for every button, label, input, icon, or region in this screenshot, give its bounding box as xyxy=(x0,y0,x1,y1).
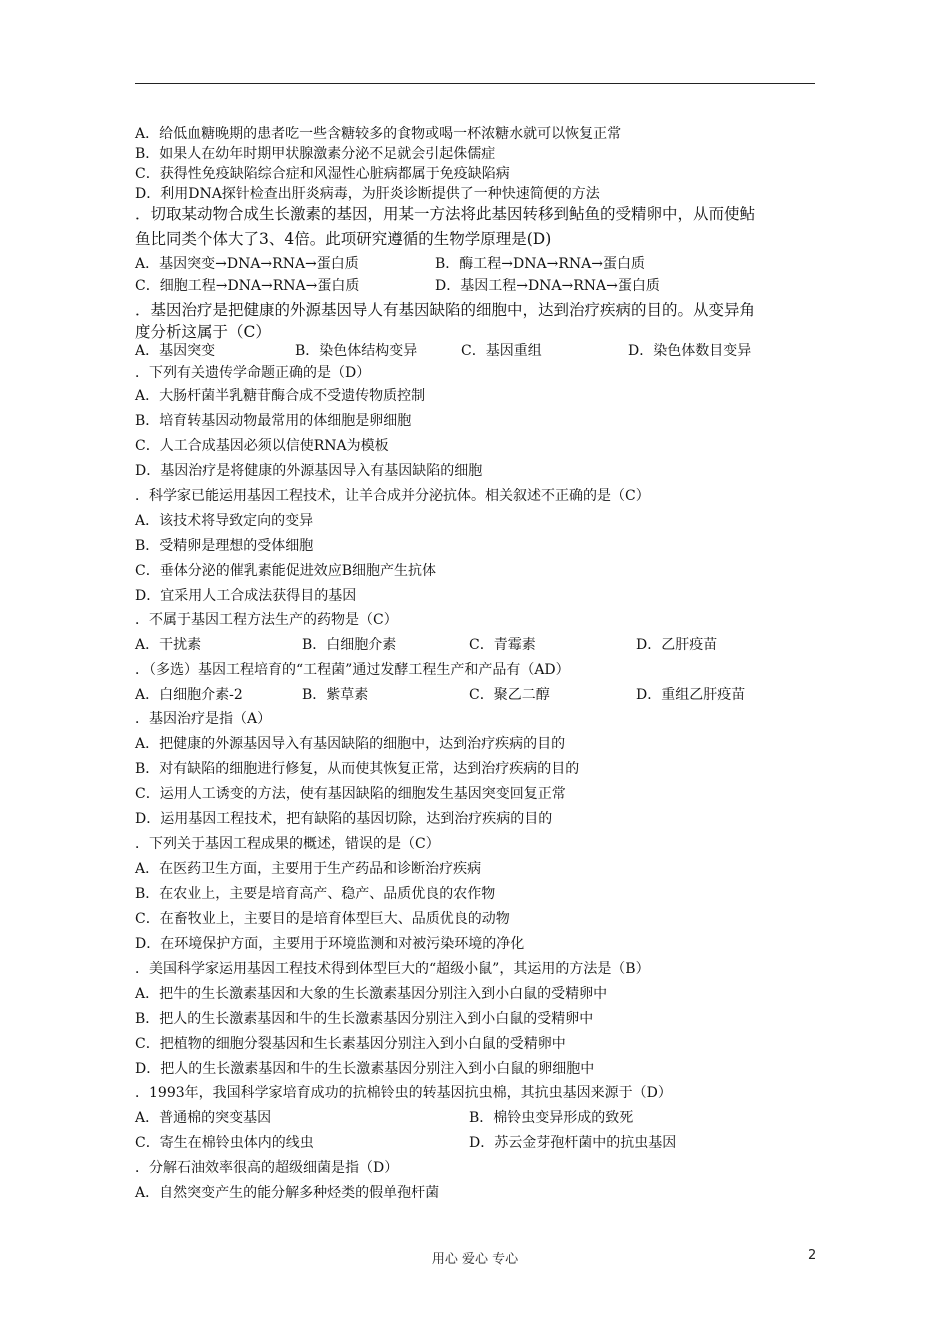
text-line: D．把人的生长激素基因和牛的生长激素基因分别注入到小白鼠的卵细胞中 xyxy=(135,1061,595,1077)
text-line: A．该技术将导致定向的变异 xyxy=(135,513,314,529)
text-line: B．如果人在幼年时期甲状腺激素分泌不足就会引起侏儒症 xyxy=(135,146,496,162)
text-line: A．大肠杆菌半乳糖苷酶合成不受遗传物质控制 xyxy=(135,388,426,404)
text-line: D．运用基因工程技术，把有缺陷的基因切除，达到治疗疾病的目的 xyxy=(135,811,553,827)
option-cell: D．乙肝疫苗 xyxy=(636,637,718,653)
text-line: ．基因治疗是把健康的外源基因导人有基因缺陷的细胞中，达到治疗疾病的目的。从变异角 xyxy=(135,301,756,319)
text-line: ．美国科学家运用基因工程技术得到体型巨大的“超级小鼠”，其运用的方法是（B） xyxy=(135,961,650,977)
text-line: B．对有缺陷的细胞进行修复，从而使其恢复正常，达到治疗疾病的目的 xyxy=(135,761,580,777)
text-line: C．人工合成基因必须以信使RNA为模板 xyxy=(135,438,389,454)
page-number: 2 xyxy=(808,1248,817,1263)
text-line: D．宜采用人工合成法获得目的基因 xyxy=(135,588,357,604)
option-cell: B．紫草素 xyxy=(302,687,369,703)
option-cell: C．细胞工程→DNA→RNA→蛋白质 xyxy=(135,278,360,294)
text-line: B．培育转基因动物最常用的体细胞是卵细胞 xyxy=(135,413,412,429)
option-cell: C．基因重组 xyxy=(461,343,542,359)
option-cell: C．青霉素 xyxy=(469,637,536,653)
text-line: A．把健康的外源基因导入有基因缺陷的细胞中，达到治疗疾病的目的 xyxy=(135,736,566,752)
option-cell: B．酶工程→DNA→RNA→蛋白质 xyxy=(435,256,645,272)
text-line: A．给低血糖晚期的患者吃一些含糖较多的食物或喝一杯浓糖水就可以恢复正常 xyxy=(135,126,622,142)
option-cell: A．白细胞介素-2 xyxy=(135,687,243,703)
text-line: D．在环境保护方面，主要用于环境监测和对被污染环境的净化 xyxy=(135,936,525,952)
footer-slogan: 用心 爱心 专心 xyxy=(431,1252,519,1267)
text-line: A．在医药卫生方面，主要用于生产药品和诊断治疗疾病 xyxy=(135,861,482,877)
option-cell: A．干扰素 xyxy=(135,637,202,653)
text-line: B．把人的生长激素基因和牛的生长激素基因分别注入到小白鼠的受精卵中 xyxy=(135,1011,594,1027)
text-line: D．基因治疗是将健康的外源基因导入有基因缺陷的细胞 xyxy=(135,463,483,479)
option-cell: B．棉铃虫变异形成的致死 xyxy=(469,1110,634,1126)
text-line: C．把植物的细胞分裂基因和生长素基因分别注入到小白鼠的受精卵中 xyxy=(135,1036,566,1052)
text-line: B．在农业上，主要是培育高产、稳产、品质优良的农作物 xyxy=(135,886,496,902)
option-cell: B．白细胞介素 xyxy=(302,637,397,653)
text-line: C．在畜牧业上，主要目的是培育体型巨大、品质优良的动物 xyxy=(135,911,510,927)
option-cell: D．基因工程→DNA→RNA→蛋白质 xyxy=(435,278,660,294)
option-cell: C．寄生在棉铃虫体内的线虫 xyxy=(135,1135,314,1151)
text-line: ．下列关于基因工程成果的概述，错误的是（C） xyxy=(135,836,440,852)
text-line: ．科学家已能运用基因工程技术，让羊合成并分泌抗体。相关叙述不正确的是（C） xyxy=(135,488,650,504)
option-cell: D．重组乙肝疫苗 xyxy=(636,687,746,703)
text-line: 度分析这属于（C） xyxy=(135,323,271,341)
option-cell: C．聚乙二醇 xyxy=(469,687,550,703)
text-line: ．下列有关遗传学命题正确的是（D） xyxy=(135,365,371,381)
option-cell: D．染色体数目变异 xyxy=(628,343,752,359)
option-cell: A．普通棉的突变基因 xyxy=(135,1110,272,1126)
text-line: C．运用人工诱变的方法，使有基因缺陷的细胞发生基因突变回复正常 xyxy=(135,786,566,802)
text-line: ．1993年，我国科学家培育成功的抗棉铃虫的转基因抗虫棉，其抗虫基因来源于（D） xyxy=(135,1085,672,1101)
text-line: C．获得性免疫缺陷综合症和风湿性心脏病都属于免疫缺陷病 xyxy=(135,166,510,182)
text-line: A．把牛的生长激素基因和大象的生长激素基因分别注入到小白鼠的受精卵中 xyxy=(135,986,608,1002)
text-line: B．受精卵是理想的受体细胞 xyxy=(135,538,314,554)
text-line: ．基因治疗是指（A） xyxy=(135,711,272,727)
option-cell: A．基因突变→DNA→RNA→蛋白质 xyxy=(135,256,359,272)
text-line: ．分解石油效率很高的超级细菌是指（D） xyxy=(135,1160,399,1176)
text-line: 鱼比同类个体大了3、4倍。此项研究遵循的生物学原理是(D) xyxy=(135,230,552,248)
text-line: A．自然突变产生的能分解多种烃类的假单孢杆菌 xyxy=(135,1185,440,1201)
option-cell: B．染色体结构变异 xyxy=(295,343,418,359)
text-line: C．垂体分泌的催乳素能促进效应B细胞产生抗体 xyxy=(135,563,436,579)
header-rule xyxy=(135,83,815,84)
text-line: D．利用DNA探针检查出肝炎病毒，为肝炎诊断提供了一种快速简便的方法 xyxy=(135,186,600,202)
text-line: ．（多选）基因工程培育的“工程菌”通过发酵工程生产和产品有（AD） xyxy=(135,662,570,678)
text-line: ．切取某动物合成生长激素的基因，用某一方法将此基因转移到鲇鱼的受精卵中，从而使鲇 xyxy=(135,205,756,223)
option-cell: A．基因突变 xyxy=(135,343,216,359)
option-cell: D．苏云金芽孢杆菌中的抗虫基因 xyxy=(469,1135,677,1151)
text-line: ．不属于基因工程方法生产的药物是（C） xyxy=(135,612,398,628)
